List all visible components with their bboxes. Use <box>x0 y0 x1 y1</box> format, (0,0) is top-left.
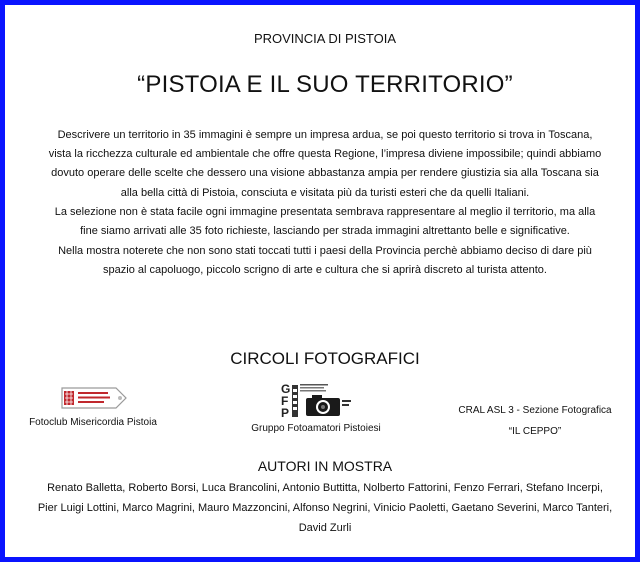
svg-text:P: P <box>281 406 290 419</box>
club-cral-asl3 <box>435 400 635 442</box>
authors-list <box>5 478 640 538</box>
svg-text:G: G <box>281 382 291 396</box>
province-label: PROVINCIA DI PISTOIA <box>253 31 397 46</box>
club-name: CRAL ASL 3 - Sezione Fotografica <box>458 405 612 416</box>
intro-line: La selezione non è stata facile ogni immagine presentata sembrava rappresentare al meglio il territorio, ma alla <box>54 206 596 218</box>
intro-paragraph-1 <box>5 126 640 203</box>
club-fotoclub-misericordia <box>23 385 163 428</box>
svg-text:F: F <box>281 394 289 408</box>
intro-line: fine siamo arrivati alle 35 foto richieste, lasciando per strada immagini altrettanto belle e significative. <box>80 225 570 238</box>
circles-heading: CIRCOLI FOTOGRAFICI <box>230 349 420 368</box>
authors-line: Pier Luigi Lottini, Marco Magrini, Mauro Mazzoncini, Alfonso Negrini, Vinicio Paoletti, Gaetano Severini, Marco Tanteri, <box>37 502 613 514</box>
intro-line: Descrivere un territorio in 35 immagini è sempre un impresa ardua, se poi questo territorio si trova in Toscana, <box>57 129 593 141</box>
intro-line: spazio al capoluogo, piccolo scrigno di arte e cultura che si aprirà discreto al turista attento. <box>103 264 547 277</box>
intro-paragraph-2 <box>5 203 640 241</box>
page-title: “PISTOIA E IL SUO TERRITORIO” <box>137 71 513 98</box>
authors-line: Renato Balletta, Roberto Borsi, Luca Brancolini, Antonio Buttitta, Nolberto Fattorini, Fenzo Ferrari, Stefano Incerpi, <box>47 482 603 494</box>
club-gruppo-fotoamatori <box>241 381 391 434</box>
authors-line: David Zurli <box>298 522 352 534</box>
authors-heading: AUTORI IN MOSTRA <box>257 458 393 474</box>
intro-paragraph-3 <box>5 242 640 280</box>
intro-line: dovuto operare delle scelte che dessero una visione abbastanza ampia per rendere giustizia sia alla Toscana sia <box>51 167 599 180</box>
intro-line: Nella mostra noterete che non sono stati toccati tutti i paesi della Provincia perchè abbiamo deciso di dare più <box>58 245 592 257</box>
gfp-camera-logo-icon <box>280 381 352 419</box>
fotoclub-misericordia-logo-icon <box>58 385 128 411</box>
club-name: Fotoclub Misericordia Pistoia <box>29 417 157 428</box>
club-subname: “IL CEPPO” <box>508 426 562 437</box>
intro-line: vista la ricchezza culturale ed ambientale che offre questa Regione, l’impresa diviene impossibile; quindi abbiamo <box>48 148 602 161</box>
intro-line: alla bella città di Pistoia, consciuta e visitata più da turisti esteri che da quelli Italiani. <box>120 186 530 199</box>
club-name: Gruppo Fotoamatori Pistoiesi <box>251 423 381 434</box>
